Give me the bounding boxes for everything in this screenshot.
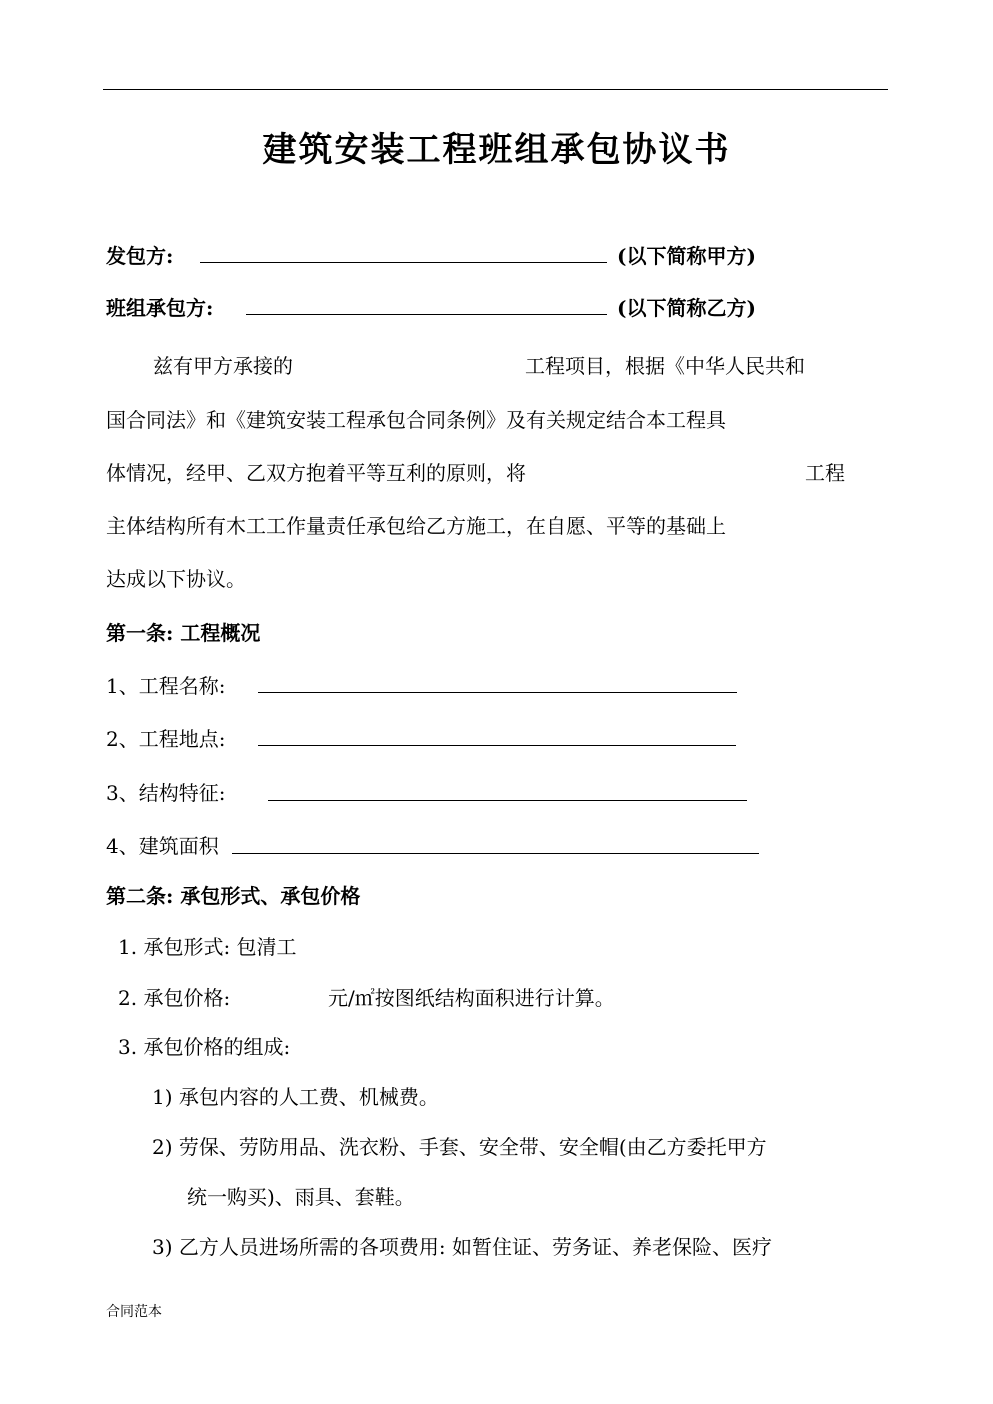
- header-rule: [103, 89, 888, 90]
- intro-line-3b: 工程: [805, 461, 845, 485]
- composition-item-2-cont: 统一购买)、雨具、套鞋。: [187, 1185, 415, 1209]
- contract-form: 1. 承包形式: 包清工: [118, 935, 297, 959]
- team-note: (以下简称乙方): [617, 296, 756, 320]
- contractor-blank: [200, 262, 607, 263]
- team-blank: [246, 314, 607, 315]
- structure-label: 3、结构特征:: [106, 781, 226, 805]
- intro-line-3a: 体情况，经甲、乙双方抱着平等互利的原则，将: [106, 461, 526, 485]
- intro-line-5: 达成以下协议。: [106, 567, 246, 591]
- building-area-label: 4、建筑面积: [106, 834, 219, 858]
- composition-item-2: 2) 劳保、劳防用品、洗衣粉、手套、安全带、安全帽(由乙方委托甲方: [152, 1135, 767, 1159]
- intro-line-1b: 工程项目，根据《中华人民共和: [525, 354, 805, 378]
- contractor-note: (以下简称甲方): [617, 244, 756, 268]
- structure-blank: [268, 800, 747, 801]
- composition-item-3: 3) 乙方人员进场所需的各项费用: 如暂住证、劳务证、养老保险、医疗: [152, 1235, 772, 1259]
- article1-heading: 第一条: 工程概况: [106, 621, 261, 645]
- intro-line-2: 国合同法》和《建筑安装工程承包合同条例》及有关规定结合本工程具: [106, 408, 726, 432]
- contract-price-value: 元/㎡按图纸结构面积进行计算。: [328, 986, 615, 1010]
- team-label: 班组承包方:: [106, 296, 214, 320]
- document-title: 建筑安装工程班组承包协议书: [262, 130, 731, 170]
- building-area-blank: [232, 853, 759, 854]
- project-location-blank: [258, 745, 736, 746]
- article2-heading: 第二条: 承包形式、承包价格: [106, 884, 361, 908]
- project-location-label: 2、工程地点:: [106, 727, 226, 751]
- contract-price-label: 2. 承包价格:: [118, 986, 231, 1010]
- intro-line-1a: 兹有甲方承接的: [153, 354, 293, 378]
- composition-item-1: 1) 承包内容的人工费、机械费。: [152, 1085, 439, 1109]
- project-name-label: 1、工程名称:: [106, 674, 226, 698]
- project-name-blank: [258, 692, 737, 693]
- contractor-label: 发包方:: [106, 244, 174, 268]
- footer-label: 合同范本: [106, 1304, 162, 1320]
- price-composition: 3. 承包价格的组成:: [118, 1035, 291, 1059]
- intro-line-4: 主体结构所有木工工作量责任承包给乙方施工，在自愿、平等的基础上: [106, 514, 726, 538]
